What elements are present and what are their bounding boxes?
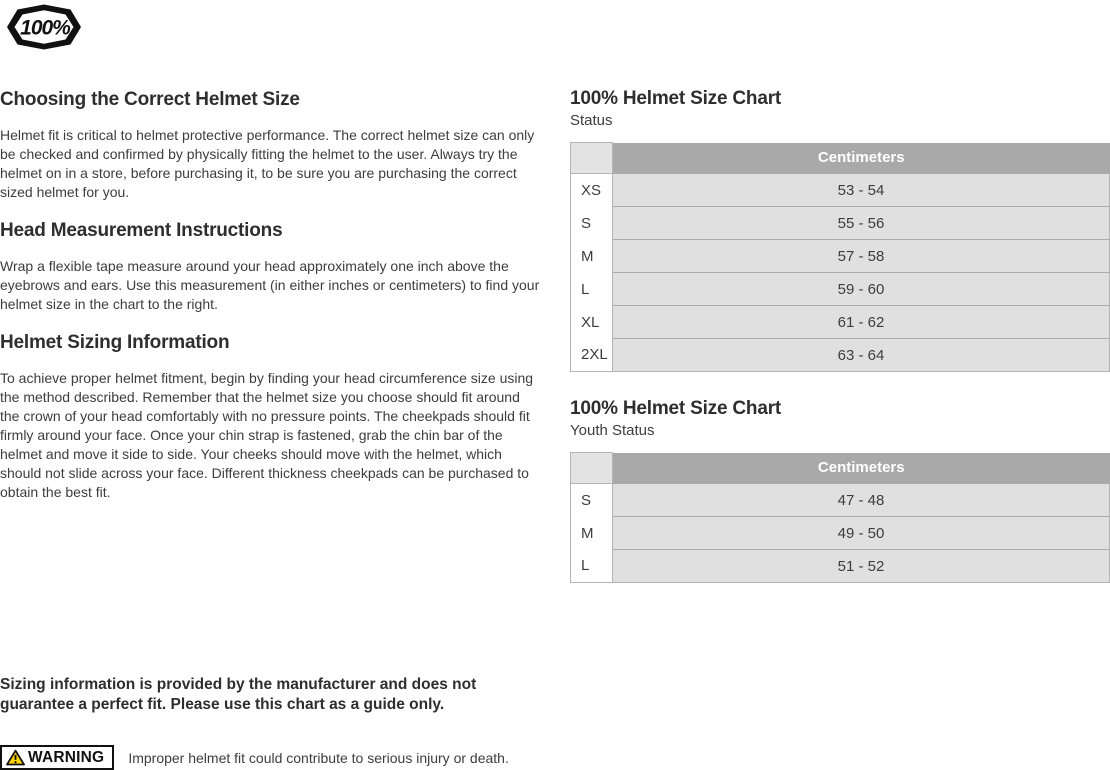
size-chart-subtitle: Status bbox=[570, 112, 613, 129]
section-body-head-measurement: Wrap a flexible tape measure around your head approximately one inch above the eyebrows and ears. Use this measurement (in either inches or centimeters) to find your helmet size in the chart to the right. bbox=[0, 258, 540, 312]
table-row bbox=[571, 240, 1110, 273]
section-heading-choosing-size: Choosing the Correct Helmet Size bbox=[0, 89, 300, 110]
brand-logo-100percent bbox=[7, 4, 81, 50]
cm-value-cell: 53 - 54 bbox=[613, 174, 1110, 207]
size-label-cell: L bbox=[571, 550, 613, 583]
size-chart-column bbox=[570, 88, 1110, 583]
size-table-youth-status bbox=[570, 452, 1110, 583]
cm-value-cell: 61 - 62 bbox=[613, 306, 1110, 339]
size-chart-youth-status bbox=[570, 398, 1110, 583]
table-corner-cell bbox=[571, 453, 613, 484]
size-label-cell: L bbox=[571, 273, 613, 306]
table-corner-cell bbox=[571, 143, 613, 174]
cm-value-cell: 51 - 52 bbox=[613, 550, 1110, 583]
cm-value-cell: 57 - 58 bbox=[613, 240, 1110, 273]
table-row bbox=[571, 207, 1110, 240]
warning-message: Improper helmet fit could contribute to serious injury or death. bbox=[128, 749, 509, 766]
centimeters-column-header: Centimeters bbox=[613, 453, 1110, 484]
warning-badge-label: WARNING bbox=[28, 748, 105, 766]
manufacturer-disclaimer: Sizing information is provided by the manufacturer and does not guarantee a perfect fit. Please use this chart as a guide only. bbox=[0, 676, 477, 713]
table-row bbox=[571, 339, 1110, 372]
cm-value-cell: 49 - 50 bbox=[613, 517, 1110, 550]
cm-value-cell: 59 - 60 bbox=[613, 273, 1110, 306]
section-body-sizing-information: To achieve proper helmet fitment, begin by finding your head circumference size using the method described. Remember that the helmet size you choose should fit around the crown of your head comfortably with no pressure points. The cheekpads should fit firmly around your face. Once your chin strap is fastened, grab the chin bar of the helmet and move it side to side. Your cheeks should move with the helmet, which should not slide across your face. Different thickness cheekpads can be purchased to obtain the best fit. bbox=[0, 370, 534, 500]
size-chart-title: 100% Helmet Size Chart bbox=[570, 88, 782, 109]
cm-value-cell: 63 - 64 bbox=[613, 339, 1110, 372]
table-row bbox=[571, 517, 1110, 550]
table-row bbox=[571, 306, 1110, 339]
logo-text: 100% bbox=[20, 16, 70, 40]
table-header-row bbox=[571, 453, 1110, 484]
cm-value-cell: 55 - 56 bbox=[613, 207, 1110, 240]
warning-triangle-icon bbox=[6, 749, 25, 766]
size-chart-subtitle: Youth Status bbox=[570, 422, 655, 439]
section-heading-sizing-information: Helmet Sizing Information bbox=[0, 332, 230, 353]
size-label-cell: XL bbox=[571, 306, 613, 339]
size-label-cell: S bbox=[571, 484, 613, 517]
size-chart-title: 100% Helmet Size Chart bbox=[570, 398, 782, 419]
table-row bbox=[571, 273, 1110, 306]
hexagon-badge-icon bbox=[7, 4, 81, 50]
section-body-choosing-size: Helmet fit is critical to helmet protective performance. The correct helmet size can only be checked and confirmed by physically fitting the helmet to the user. Always try the helmet on in a store, before purchasing it, to be sure you are purchasing the correct sized helmet for you. bbox=[0, 127, 535, 200]
size-label-cell: S bbox=[571, 207, 613, 240]
size-chart-status bbox=[570, 88, 1110, 372]
section-heading-head-measurement: Head Measurement Instructions bbox=[0, 220, 283, 241]
sizing-guide-text-column bbox=[0, 88, 540, 770]
table-row bbox=[571, 174, 1110, 207]
size-table-status bbox=[570, 142, 1110, 372]
table-row bbox=[571, 550, 1110, 583]
cm-value-cell: 47 - 48 bbox=[613, 484, 1110, 517]
table-header-row bbox=[571, 143, 1110, 174]
size-label-cell: XS bbox=[571, 174, 613, 207]
table-row bbox=[571, 484, 1110, 517]
size-label-cell: 2XL bbox=[571, 339, 613, 372]
size-label-cell: M bbox=[571, 517, 613, 550]
centimeters-column-header: Centimeters bbox=[613, 143, 1110, 174]
safety-warning-row bbox=[0, 745, 540, 770]
size-label-cell: M bbox=[571, 240, 613, 273]
warning-badge bbox=[0, 745, 114, 770]
